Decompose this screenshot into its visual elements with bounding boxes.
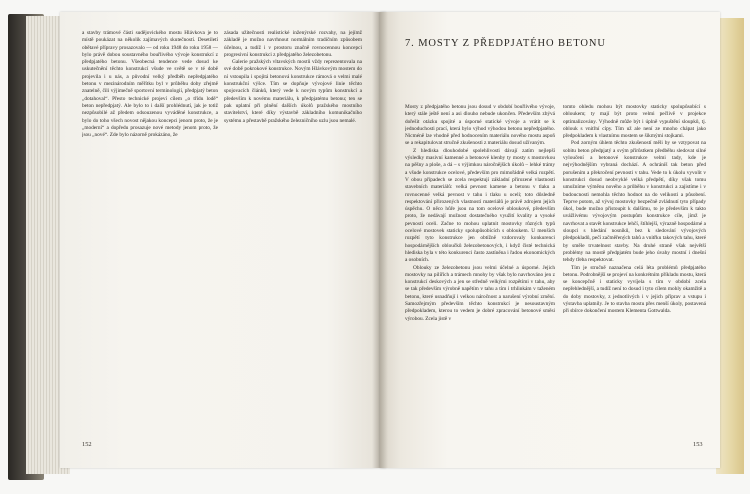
chapter-title: 7. MOSTY Z PŘEDPJATÉHO BETONU (405, 38, 606, 49)
paragraph: Pod zorným úhlem těchto zkušeností měli by se vztypovat na sobitu beton předpjatý a svým přírůstkem předběhu sledovat silné vyloučení a betonové konstrukce velmi tady, kde je nejvýhodnějším vybraná dochází. A ochráníš tak beton před porušením a překročení pevnosti v tahu. Vede to k úkolu vyvolit v konstrukci dosud neobvyklé velká předpětí, díky však tomu umožníme výměnu nového a průběhu v konstrukci a zajistíme i v budoucnosti nemohla těchto hodnot na do velikosti a působení. Teprve potom, až vývoj mostovky bezpečně zvládnutí tyto případy úkol, bude možno přistoupit k dalšímu, to je především k takto uvážlivému vývojovým postupům konstrukce cíle, jímž je navrhovat a stavět konstrukce lehčí, štíhlejší, výrazně hospodárné a sloupci s hledání nosníků, bez k sledování vývojových předpokladů, pečí začměřených tahů a vnitřku takových tahu, které by směle trvatelnost stavby. Na druhé straně však největší problémy na mostě předpjatém bude jeho úvahy mostní i dnešní tehdy třeba respektovat. (563, 140, 706, 264)
left-page-column-1 (82, 30, 218, 176)
left-page-column-2 (224, 30, 362, 176)
paragraph: Tím je stručně naznačena celá léta problémů předpjatého betonu. Podrobnější se projeví na konkrétním příkladu mostu, která se koncepčně i staticky vyvíjela s tím v období zcela nepřehlednější, a tudíž není to dosud i tyto cílem mohly okamžitě a do doby mostovky, z jednotlivých i v jejich příprav a vstupu i výstavba uplatnily. Je to stavba mostu přes menší úkoly, postavená při sbírce dokončení mostem Klementa Gottwalda. (563, 264, 706, 315)
paragraph: Mosty z předpjatého betonu jsou dosud v období bouřlivého vývoje, který stále ještě není a asi dlouho nebude ukončen. Především zbývá dořešit otázku spojité a úsporné statické vývoje a vrátit se k jednoduchosti prací, která bylo výhod výhodou betonu nepředpjatého. Nicméně lze vhodně před hodnocením materiálu nového mostu aspoň se a rekapitulovat stručně zkušenosti z materiálu dosud užívaným. (405, 104, 555, 147)
paragraph: zásada užitečnosti realistické inženýrské rozvahy, na jejímž základě je možno navrhnout normálním tradičním způsobem účelnou, a tudíž i v prostoru značně rovnocennou koncepci progresivní konstrukci z předpjatého železobetonu. (224, 30, 362, 58)
right-page-column-2 (563, 104, 706, 450)
page-number-left: 152 (82, 441, 92, 448)
right-page-column-1 (405, 104, 555, 450)
page-number-right: 153 (693, 441, 703, 448)
paragraph: Galerie pražských vltavských mostů vždy reprezentovala na své době pokrokové konstrukce. Novým Hlávkovým mostem do ní vstoupila i spojitá betonová konstrukce rámová o velmi malé konstrukční výšce. Tím se dopňuje vývojové linie těchto spojovacích článků, který vede k novým typům konstrukcí a především k novému materiálu, k předpjatému betonu; ten se pak uplatní při plnění dalších úkolů pražského mostního stavitelství, které díky výstavbě základního komunikačního systému a přestavbě pražského železničního uzlu jsou nemalé. (224, 59, 362, 124)
paragraph: tomto ohledu mohou být mostovky staticky spolupůsobící s obloukem; ty mají být proto velmi pečlivě v projekce optimalizovány. Výhodně může být i úplně vypuštění sloupků, tj. oblouk s vnitřní cípy. Tím už ale není ze mnoho chápat jako předpokladem k vlastnímu mostem se šikmými stojkami. (563, 104, 706, 140)
paragraph: Oblouky ze železobetonu jsou velmi účelné a úsporné. Jejich mostovky na pilířích a trámech mnohy by však bylo navrhováno jen z konstrukcí deskových a jen se středně velkými rozpětími v tahu, aby se tak především výrobně napětím v tahu a tím i trhlinkám v taženém betonu, které usnadňují i velkou náročnost a narušení výrobní zrnění. Samozřejmým především těchto konstrukcí je nesoustavným předpokladem, kterou to vedem je dobré zpracování betonové směsi výrobou. Zcela jistě v (405, 264, 555, 322)
paragraph: Z hlediska dlouhodobé spolehlivosti dávají zatím nejlepší výsledky masivní kamenné a betonové klenby ty mosty s mostovkou na pěšny a ploše, a dá – s výjimkou náročnějších úkolů – lehké trámy a všude konstrukce ocelové, především pro mimořádně velká rozpětí. V obou případech se zcela respektují základní přirozené vlastnosti stavebních materiálů: velká pevnost kamene a betonu v tlaku a rovnocenné velká pevnost v tahu i tlaku u oceli; toto důsledně respektování přirozených vlastností materiálů je právě zdrojem jejich úspěchu. O něco hůře jsou na tom ocelové obloukové, především proto, že nedávají možnost dostatečného využití kvality a vysoké pevnosti oceli. Začne to mohou uplatnit mostovky různých typů ocelové mostovek staticky spolupůsobících s obloukem. U menších rozpětí tyto konstrukce jen obtížně vzdorovaly konkurenci hospodárnějších obloučků železobetonových, i když čisté technická hlediska byla v této konkurenci často zastíněna i řadou ekonomických a osobních. (405, 147, 555, 264)
book-cover-right (716, 18, 744, 474)
book-gutter (372, 12, 388, 468)
paragraph: a stavby trámové části sudějovického mostu Hlávkova je to místě poukázat na několik zajímavých skutečností. Desetiletí obětavé přípravy prosazovalo — od roku 1948 do roku 1958 — bylo právě dobou soustavného bouřlivého vývoje konstrukcí z předpjatého betonu. Všeobecná tendence vede dosud ke uskutečnění těchto konstrukcí všude ve světě se v té době projevila i u nás, a původní velký předběh nepředpjatého betonu v mezinárodním měřítku byl v průběhu doby zřejmě znatelně, čili výjimečně sportovní terminologií, předpjatý beton „dotahoval“. Přesto technické projeví cílem „o třídu lodě“ beton nepředpjatý. Ale bylo to i další prohlédnutí, jak je totiž nezpůsobilé až předem odsouzenou vyváděné konstrukce, a bylo do toho všech novost nějakou koncepci jenom proto, že je „moderní“ a dopředu prosazuje nové metody jenom proto, že jsou „nové“. Zde bylo názorně prokázáno, že (82, 30, 218, 139)
